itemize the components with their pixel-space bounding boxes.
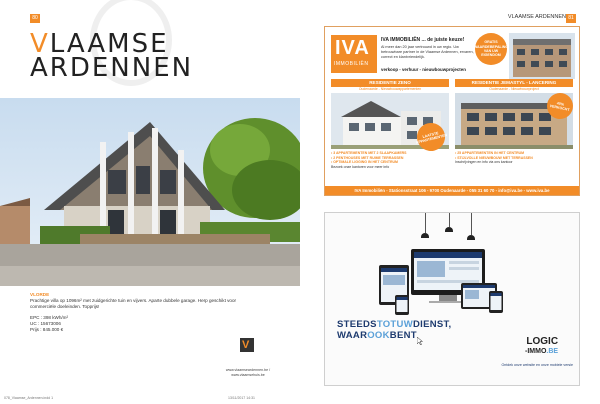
lamp-cord bbox=[449, 213, 450, 227]
project2-title: RESIDENTIE JEMASTYL - LANCERING bbox=[455, 79, 573, 87]
page-number-right: 81 bbox=[566, 14, 576, 23]
project1-title: RESIDENTIE ZENO bbox=[331, 79, 449, 87]
tagline-part-highlight: TOTUW bbox=[376, 319, 413, 330]
house-photo bbox=[0, 98, 300, 286]
brand-logo: V bbox=[240, 338, 254, 352]
building-photo-top bbox=[509, 33, 575, 79]
iva-logo-text: IVA bbox=[335, 37, 370, 59]
iva-services: verkoop - verhuur - nieuwbouwprojecten bbox=[381, 67, 466, 72]
badge-40-percent-sold: 40% VERKOCHT bbox=[545, 91, 576, 122]
iva-logo bbox=[331, 35, 377, 73]
project1-bullet: • 2 PENTHOUSES MET RUIME TERRASSEN bbox=[331, 155, 404, 160]
tagline-part: BENT bbox=[389, 330, 417, 341]
lamp-cord bbox=[471, 213, 472, 235]
iva-headline: IVA IMMOBILIËN ... de juiste keuze! bbox=[381, 37, 465, 43]
lamp-icon bbox=[445, 227, 453, 232]
tagline-part: WAAR bbox=[337, 330, 368, 341]
project1-bullet: • 3 APPARTEMENTEN MET 2 SLAAPKAMERS bbox=[331, 151, 407, 155]
title-line-1: LAAMSE bbox=[49, 29, 169, 59]
spec-epc: EPC : 398 kWh/m² bbox=[30, 315, 69, 320]
project2-bullet: • STIJLVOLLE NIEUWBOUW MET TERRASSEN bbox=[455, 155, 533, 160]
logic-immo-tagline bbox=[337, 319, 452, 341]
iva-logo-sub: IMMOBILIËN bbox=[334, 61, 369, 67]
project2-subtitle: Oudenaarde - Nieuwbouwproject bbox=[489, 87, 539, 91]
project1-subtitle: Oudenaarde - Nieuwbouwappartementen bbox=[358, 87, 422, 91]
logic-immo-logo bbox=[525, 337, 558, 357]
badge-free-valuation: GRATIS WAARDEBEPALING VAN UW EIGENDOM bbox=[475, 33, 507, 65]
listing-specs bbox=[30, 315, 260, 333]
logo-tld: .BE bbox=[546, 348, 559, 355]
right-page bbox=[300, 0, 600, 404]
lamp-icon bbox=[467, 235, 475, 240]
project1-bullets bbox=[331, 151, 449, 169]
listing-description: Prachtige villa op 1096m² met zuidgerichte tuin en vijvers. Aparte dubbele garage. Herp geschikt voor commerciële doeleinden. Topprijs! bbox=[30, 298, 237, 309]
logo-line-2: -IMMO bbox=[525, 348, 547, 355]
project2-info: Inschrijvingen en info via ons kantoor bbox=[455, 160, 513, 165]
page-title bbox=[30, 29, 194, 83]
lamp-icon bbox=[421, 233, 429, 238]
pointer-cursor-icon bbox=[417, 337, 423, 345]
project1-info: Bezoek onze kantoren voor meer info bbox=[331, 164, 390, 169]
spec-uc: UC : 15673006 bbox=[30, 321, 61, 326]
project1-bullet: • OPTIMALE LIGGING IN HET CENTRUM bbox=[331, 160, 398, 165]
listing-caption bbox=[30, 292, 260, 333]
footer-file: 078_Vlaamse_Ardennen.indd 1 bbox=[4, 396, 54, 400]
lamp-cord bbox=[425, 213, 426, 233]
tagline-part: DIENST, bbox=[412, 319, 452, 330]
project2-bullet: • 25 APPARTEMENTEN IN HET CENTRUM bbox=[455, 151, 525, 155]
project2-bullets bbox=[455, 151, 573, 165]
badge-last-apartments: LAATSTE APPARTEMENTEN bbox=[414, 120, 448, 154]
logo-line-1: LOGIC bbox=[526, 336, 559, 347]
iva-advertisement bbox=[324, 26, 580, 196]
logic-immo-advertisement bbox=[324, 212, 580, 386]
brand-text: www.vlaamseardennen.be / www.vlaamsehuis.be bbox=[225, 368, 271, 377]
iva-body: Al meer dan 20 jaar vertrouwd in uw regio. Uw betrouwbare partner in de Vlaamse Ardennen, ervaren, correct en klantvriendelijk. bbox=[381, 45, 474, 59]
listing-city: VLORDE bbox=[30, 292, 50, 297]
title-line-2: ARDENNEN bbox=[30, 53, 194, 83]
title-letter-v: V bbox=[30, 29, 50, 59]
devices-illustration bbox=[377, 247, 509, 315]
tagline-part: STEEDS bbox=[337, 319, 377, 330]
iva-footer-contact: IVA Immobiliën - Stationsstraat 106 - 9700 Oudenaarde - 055 31 60 70 - info@iva.be - www.iva.be bbox=[325, 186, 579, 195]
logic-immo-subtitle: Ontdek onze website en onze mobiele versie bbox=[501, 363, 573, 367]
spec-price: Prijs : 845.000 € bbox=[30, 327, 64, 332]
tagline-part-highlight: OOK bbox=[367, 330, 390, 341]
page-number-left: 80 bbox=[30, 14, 40, 23]
footer-date: 13/11/2017 14:31 bbox=[228, 396, 255, 400]
section-label: VLAAMSE ARDENNEN bbox=[507, 14, 566, 20]
